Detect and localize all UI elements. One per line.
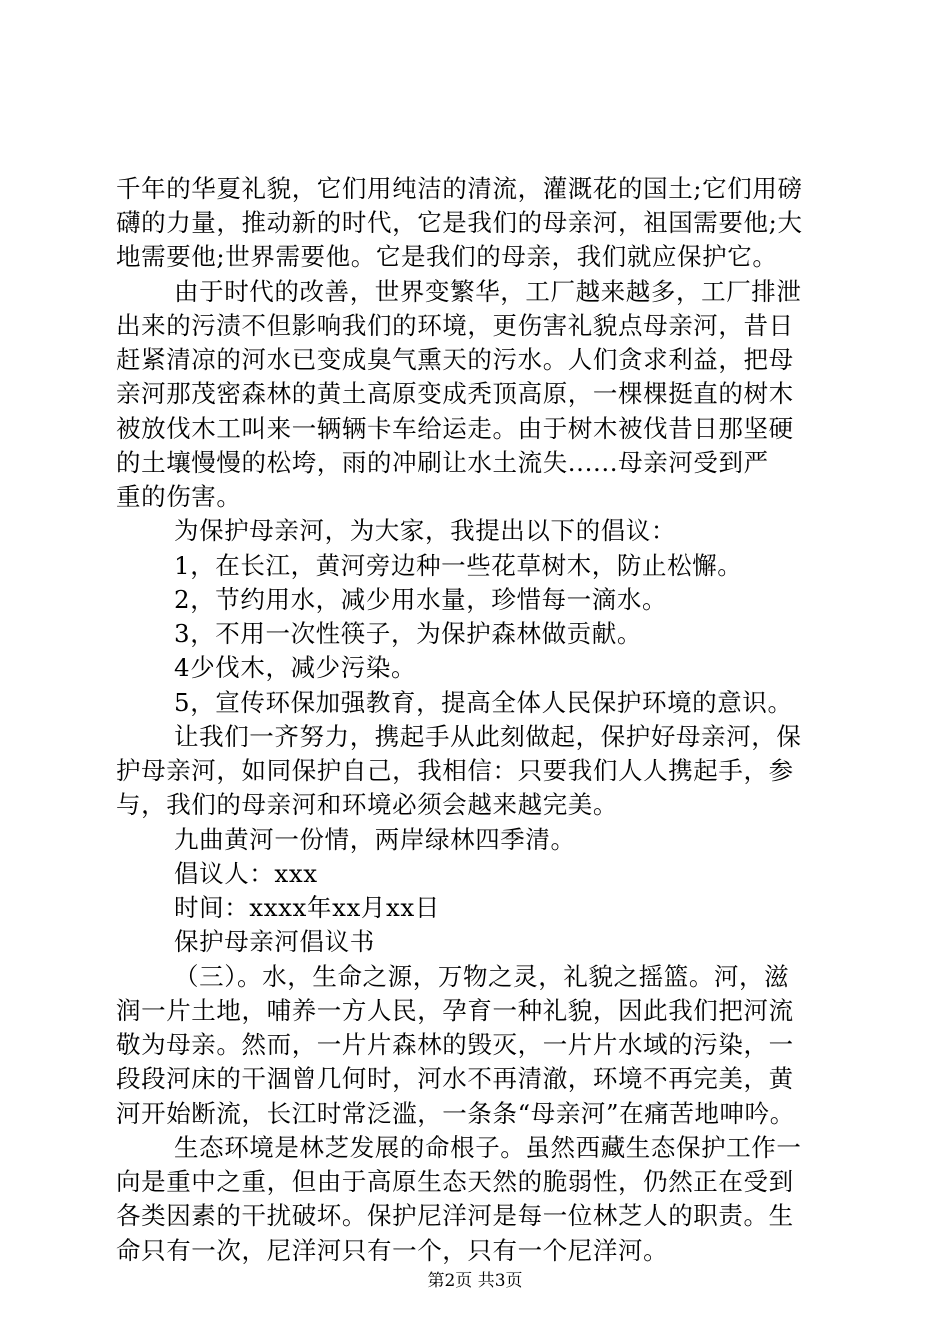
text-line: 向是重中之重，但由于高原生态天然的脆弱性，仍然正在受到 — [116, 1167, 794, 1196]
text-line: 的土壤慢慢的松垮，雨的冲刷让水土流失......母亲河受到严 — [116, 448, 769, 477]
proposer-line: 倡议人：xxx — [174, 859, 318, 888]
text-line: 生态环境是林芝发展的命根子。虽然西藏生态保护工作一 — [174, 1133, 802, 1162]
text-line: 为保护母亲河，为大家，我提出以下的倡议： — [174, 516, 676, 545]
text-line: 段段河床的干涸曾几何时，河水不再清澈，环境不再完美，黄 — [116, 1064, 794, 1093]
list-item: 3，不用一次性筷子，为保护森林做贡献。 — [174, 619, 642, 648]
text-line: （三）。水，生命之源，万物之灵，礼貌之摇篮。河，滋 — [174, 962, 790, 991]
text-line: 与，我们的母亲河和环境必须会越来越完美。 — [116, 790, 618, 819]
text-line: 亲河那茂密森林的黄土高原变成秃顶高原，一棵棵挺直的树木 — [116, 379, 794, 408]
date-line: 时间：xxxx年xx月xx日 — [174, 893, 440, 922]
text-line: 赶紧清凉的河水已变成臭气熏天的污水。人们贪求利益，把母 — [116, 345, 794, 374]
text-line: 让我们一齐努力，携起手从此刻做起，保护好母亲河，保 — [174, 722, 802, 751]
text-line: 九曲黄河一份情，两岸绿林四季清。 — [174, 825, 576, 854]
section-title: 保护母亲河倡议书 — [174, 927, 375, 956]
list-item: 1，在长江，黄河旁边种一些花草树木，防止松懈。 — [174, 551, 743, 580]
text-line: 礴的力量，推动新的时代，它是我们的母亲河，祖国需要他;大 — [116, 208, 803, 237]
text-line: 重的伤害。 — [116, 482, 242, 511]
text-line: 由于时代的改善，世界变繁华，工厂越来越多，工厂排泄 — [174, 277, 802, 306]
text-line: 出来的污渍不但影响我们的环境，更伤害礼貌点母亲河，昔日 — [116, 311, 794, 340]
text-line: 敬为母亲。然而，一片片森林的毁灭，一片片水域的污染，一 — [116, 1030, 794, 1059]
list-item: 4少伐木，减少污染。 — [174, 653, 417, 682]
page-footer — [0, 1270, 950, 1292]
text-line: 地需要他;世界需要他。它是我们的母亲，我们就应保护它。 — [116, 242, 778, 271]
page-number: 第2页 共3页 — [427, 1271, 523, 1291]
text-line: 被放伐木工叫来一辆辆卡车给运走。由于树木被伐昔日那坚硬 — [116, 414, 794, 443]
list-item: 5，宣传环保加强教育，提高全体人民保护环境的意识。 — [174, 688, 793, 717]
text-line: 润一片土地，哺养一方人民，孕育一种礼貌，因此我们把河流 — [116, 996, 794, 1025]
text-line: 护母亲河，如同保护自己，我相信：只要我们人人携起手，参 — [116, 756, 794, 785]
text-line: 命只有一次，尼洋河只有一个，只有一个尼洋河。 — [116, 1236, 669, 1265]
text-line: 各类因素的干扰破坏。保护尼洋河是每一位林芝人的职责。生 — [116, 1201, 794, 1230]
text-line: 千年的华夏礼貌，它们用纯洁的清流，灌溉花的国土;它们用磅 — [116, 174, 803, 203]
list-item: 2，节约用水，减少用水量，珍惜每一滴水。 — [174, 585, 668, 614]
text-line: 河开始断流，长江时常泛滥，一条条“母亲河”在痛苦地呻吟。 — [116, 1099, 795, 1128]
